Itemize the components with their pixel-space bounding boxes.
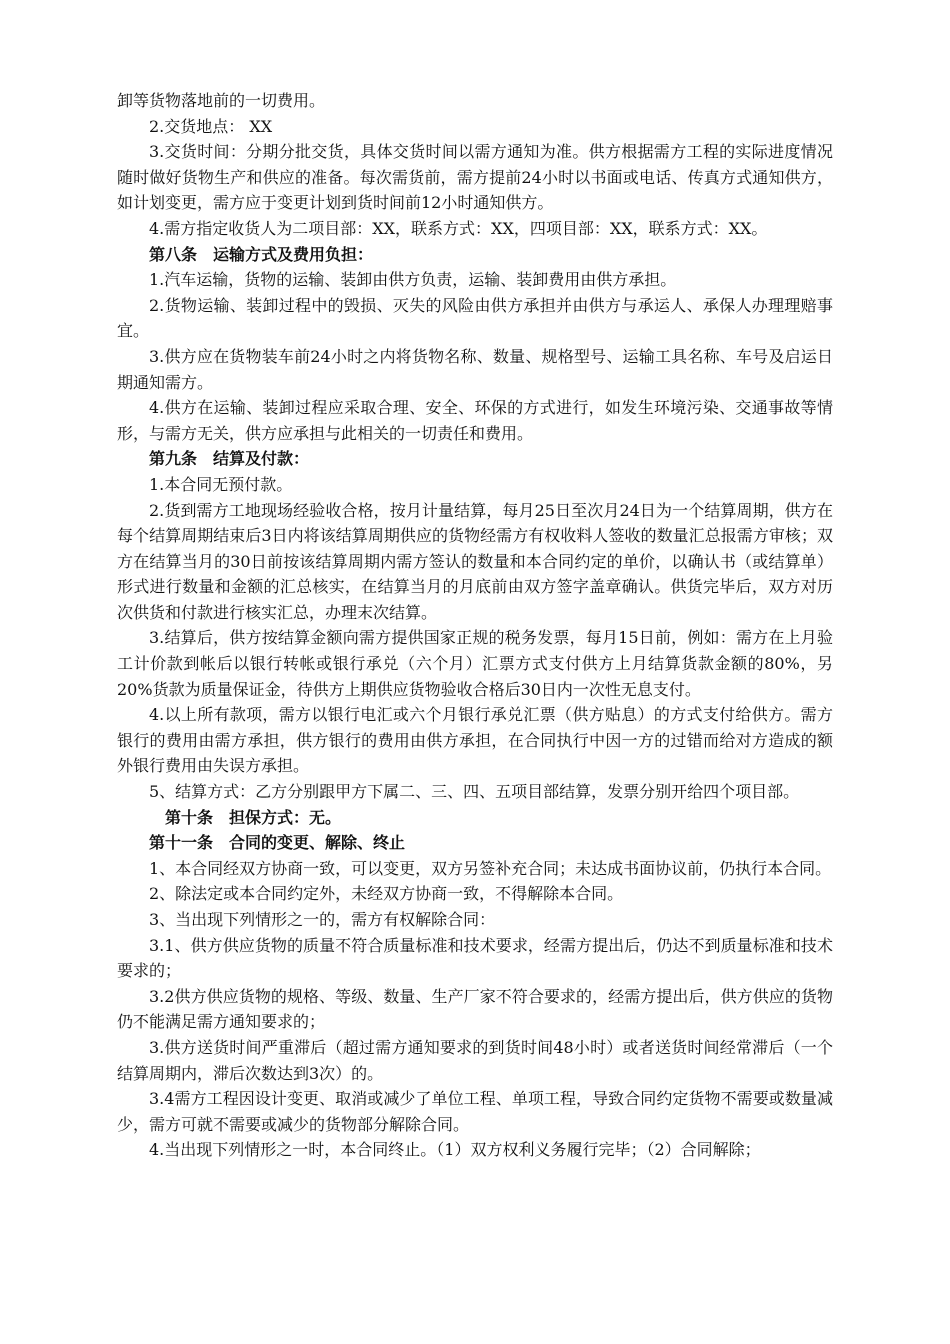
- paragraph: 3、当出现下列情形之一的，需方有权解除合同：: [149, 910, 496, 929]
- paragraph: 卸等货物落地前的一切费用。: [117, 91, 326, 110]
- paragraph: 3.1、供方供应货物的质量不符合质量标准和技术要求，经需方提出后，仍达不到质量标准和技术要求的；: [117, 935, 833, 981]
- section-heading: 第十一条 合同的变更、解除、终止: [149, 833, 406, 853]
- paragraph: 3.交货时间：分期分批交货，具体交货时间以需方通知为准。供方根据需方工程的实际进度情况随时做好货物生产和供应的准备。每次需货前，需方提前24小时以书面或电话、传真方式通知供方，如计划变更，需方应于变更计划到货时间前12小时通知供方。: [117, 142, 833, 213]
- paragraph: 1.本合同无预付款。: [149, 474, 293, 494]
- paragraph: 1、本合同经双方协商一致，可以变更，双方另签补充合同；未达成书面协议前，仍执行本合同。: [149, 858, 832, 878]
- paragraph: 3.2供方供应货物的规格、等级、数量、生产厂家不符合要求的，经需方提出后，供方供应的货物仍不能满足需方通知要求的；: [117, 986, 833, 1032]
- paragraph: 3.4需方工程因设计变更、取消或减少了单位工程、单项工程，导致合同约定货物不需要或数量减少，需方可就不需要或减少的货物部分解除合同。: [117, 1089, 833, 1134]
- section-heading: 第九条 结算及付款：: [149, 449, 310, 469]
- paragraph: 4.当出现下列情形之一时，本合同终止。（1）双方权利义务履行完毕；（2）合同解除；: [149, 1140, 761, 1160]
- paragraph: 2、除法定或本合同约定外，未经双方协商一致，不得解除本合同。: [149, 884, 624, 904]
- section-heading: 第十条 担保方式：无。: [165, 807, 342, 827]
- paragraph: 2.货到需方工地现场经验收合格，按月计量结算，每月25日至次月24日为一个结算周期，供方在每个结算周期结束后3日内将该结算周期供应的货物经需方有权收料人签收的数量汇总报需方审核；双方在结算当月的30日前按该结算周期内需方签认的数量和本合同约定的单价，以确认书（或结算单）形式进行数量和金额的汇总核实，在结算当月的月底前由双方签字盖章确认。供货完毕后，双方对历次供货和付款进行核实汇总，办理末次结算。: [117, 500, 833, 622]
- paragraph: 4.供方在运输、装卸过程应采取合理、安全、环保的方式进行，如发生环境污染、交通事故等情形，与需方无关，供方应承担与此相关的一切责任和费用。: [117, 398, 833, 443]
- paragraph: 3.供方送货时间严重滞后（超过需方通知要求的到货时间48小时）或者送货时间经常滞后（一个结算周期内，滞后次数达到3次）的。: [117, 1037, 833, 1083]
- section-heading: 第八条 运输方式及费用负担：: [149, 244, 374, 264]
- paragraph: 2.货物运输、装卸过程中的毁损、灭失的风险由供方承担并由供方与承运人、承保人办理理赔事宜。: [117, 295, 833, 341]
- paragraph: 5、结算方式：乙方分别跟甲方下属二、三、四、五项目部结算，发票分别开给四个项目部。: [149, 782, 800, 802]
- paragraph: 3.结算后，供方按结算金额向需方提供国家正规的税务发票，每月15日前，例如：需方在上月验工计价款到帐后以银行转帐或银行承兑（六个月）汇票方式支付供方上月结算货款金额的80%，另20%货款为质量保证金，待供方上期供应货物验收合格后30日内一次性无息支付。: [117, 628, 833, 699]
- paragraph: 2.交货地点： XX: [149, 116, 273, 136]
- paragraph: 1.汽车运输，货物的运输、装卸由供方负责，运输、装卸费用由供方承担。: [149, 270, 677, 290]
- paragraph: 4.以上所有款项，需方以银行电汇或六个月银行承兑汇票（供方贴息）的方式支付给供方。需方银行的费用由需方承担，供方银行的费用由供方承担，在合同执行中因一方的过错而给对方造成的额外银行费用由失误方承担。: [117, 705, 833, 776]
- document-page: [117, 88, 833, 1163]
- paragraph: 3.供方应在货物装车前24小时之内将货物名称、数量、规格型号、运输工具名称、车号及启运日期通知需方。: [117, 346, 833, 392]
- paragraph: 4.需方指定收货人为二项目部：XX，联系方式：XX，四项目部：XX，联系方式：XX。: [149, 218, 768, 238]
